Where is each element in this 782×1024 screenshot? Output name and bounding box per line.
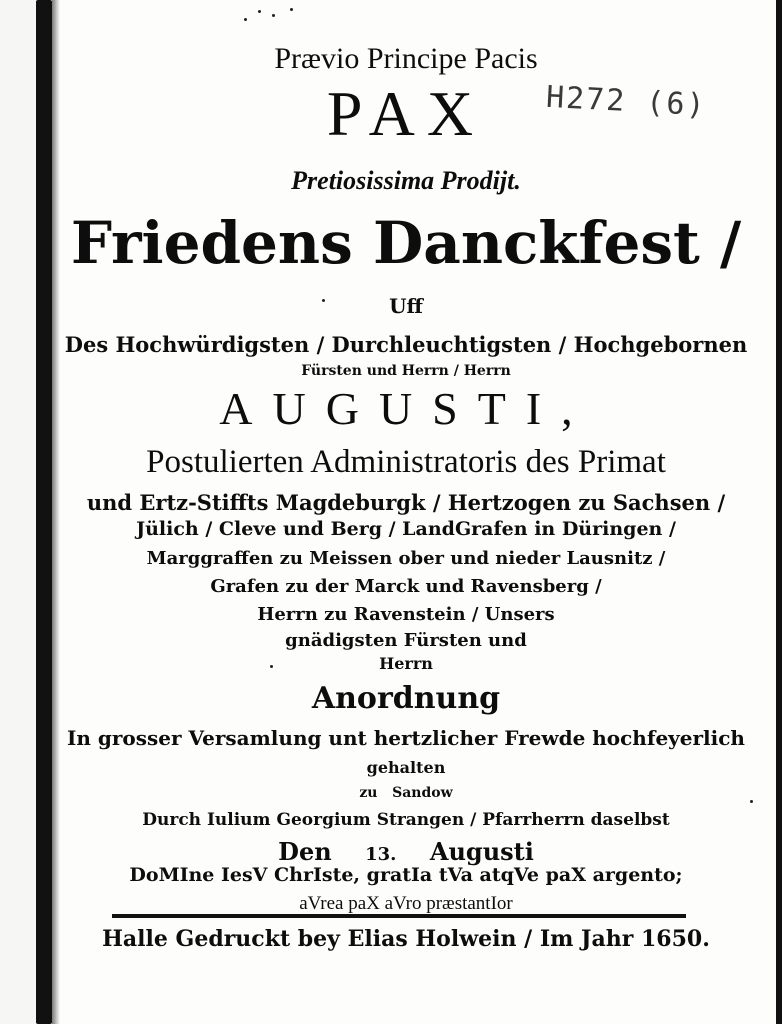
motto: Prævio Principe Pacis bbox=[274, 42, 538, 75]
line-gnadigsten: gnädigsten Fürsten und bbox=[285, 630, 527, 651]
line-fursten: Fürsten und Herrn / Herrn bbox=[301, 363, 511, 379]
spine-gradient bbox=[52, 0, 60, 1024]
line-grafen: Grafen zu der Marck und Ravensberg / bbox=[210, 576, 602, 597]
chronogram-line-2: aVrea paX aVro præstantIor bbox=[299, 893, 513, 914]
line-versamlung: In grosser Versamlung unt hertzlicher Frewde hochfeyerlich bbox=[67, 726, 745, 750]
line-zu-sandow bbox=[60, 786, 752, 800]
horizontal-rule bbox=[112, 914, 686, 918]
right-page-edge bbox=[776, 0, 782, 1024]
imprint: Halle Gedruckt bey Elias Holwein / Im Jahr 1650. bbox=[102, 926, 710, 952]
line-ertz-stiffts: und Ertz-Stiffts Magdeburgk / Hertzogen zu Sachsen / bbox=[86, 490, 726, 515]
word-zu: zu bbox=[359, 785, 378, 801]
line-marggraffen: Marggraffen zu Meissen ober und nieder Lausnitz / bbox=[146, 548, 666, 569]
name-augusti: AUGUSTI, bbox=[219, 383, 593, 434]
book-spine-shadow bbox=[36, 0, 52, 1024]
date-day: 13. bbox=[365, 844, 397, 865]
line-julich: Jülich / Cleve und Berg / LandGrafen in Düringen / bbox=[136, 518, 676, 540]
scan-speck bbox=[258, 10, 261, 13]
line-uff: Uff bbox=[389, 294, 423, 318]
scan-speck bbox=[244, 18, 247, 21]
word-den: Den bbox=[278, 837, 332, 866]
word-sandow: Sandow bbox=[392, 785, 453, 801]
chronogram-line-1: DoMIne IesV ChrIste, gratIa tVa atqVe paX argento; bbox=[129, 864, 683, 886]
line-durch: Durch Iulium Georgium Strangen / Pfarrherrn daselbst bbox=[142, 810, 670, 830]
line-date bbox=[60, 837, 752, 866]
line-gehalten: gehalten bbox=[366, 758, 446, 777]
scan-speck bbox=[272, 14, 275, 17]
scan-speck bbox=[750, 800, 753, 803]
subtitle-latin: Pretiosissima Prodijt. bbox=[291, 166, 521, 195]
title-pax: PAX bbox=[326, 78, 486, 149]
line-postulierten: Postulierten Administratoris des Primat bbox=[146, 444, 666, 480]
line-anordnung: Anordnung bbox=[311, 681, 501, 716]
line-herrn: Herrn bbox=[379, 654, 433, 673]
page-gutter bbox=[0, 0, 36, 1024]
line-herrn-ravenstein: Herrn zu Ravenstein / Unsers bbox=[257, 604, 555, 625]
line-honorifics: Des Hochwürdigsten / Durchleuchtigsten / Hochgebornen bbox=[64, 332, 748, 357]
shelfmark-annotation: H272 (6) bbox=[545, 79, 708, 124]
title-main: Friedens Danckfest / bbox=[70, 209, 742, 277]
date-month: Augusti bbox=[429, 837, 534, 866]
scan-speck bbox=[290, 8, 293, 11]
